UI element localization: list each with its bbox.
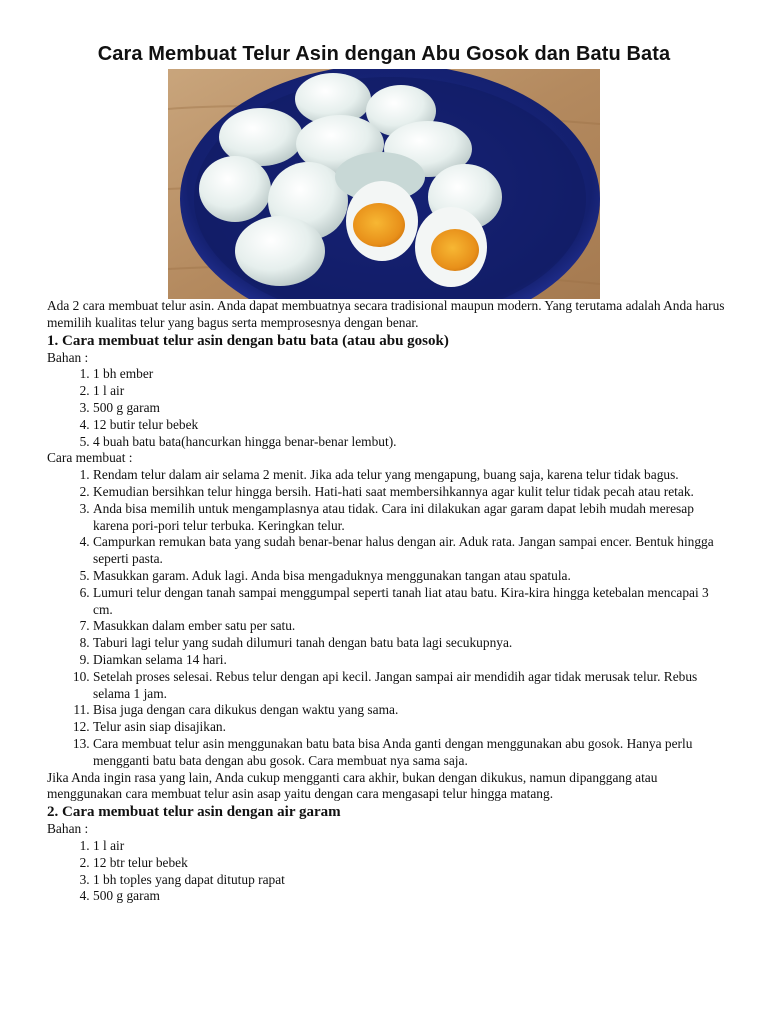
list-item: 2. 12 btr telur bebek [93,855,727,872]
list-item: 11. Bisa juga dengan cara dikukus dengan waktu yang sama. [93,702,727,719]
list-item: 3. 1 bh toples yang dapat ditutup rapat [93,872,727,889]
list-item: 4. 500 g garam [93,888,727,905]
salted-eggs-photo [168,69,600,299]
intro-paragraph: Ada 2 cara membuat telur asin. Anda dapat membuatnya secara tradisional maupun modern. Yang terutama adalah Anda harus memilih kualitas telur yang bagus serta memprosesnya dengan benar. [47,298,725,330]
list-item: 12. Telur asin siap disajikan. [93,719,727,736]
list-item: 3. 500 g garam [93,400,727,417]
section1-cara-label: Cara membuat : [47,450,133,466]
list-item: 9. Diamkan selama 14 hari. [93,652,727,669]
list-item: 3. Anda bisa memilih untuk mengamplasnya atau tidak. Cara ini dilakukan agar garam dapat lebih mudah meresap karena pori-pori telur terbuka. Keringkan telur. [93,501,727,535]
article-body [47,298,727,905]
section2-ingredient-list [47,838,727,905]
list-item: 8. Taburi lagi telur yang sudah dilumuri tanah dengan batu bata lagi secukupnya. [93,635,727,652]
list-item: 1. Rendam telur dalam air selama 2 menit. Jika ada telur yang mengapung, buang saja, karena telur tidak bagus. [93,467,727,484]
list-item: 4. Campurkan remukan bata yang sudah benar-benar halus dengan air. Aduk rata. Jangan sampai encer. Bentuk hingga seperti pasta. [93,534,727,568]
section2-heading: 2. Cara membuat telur asin dengan air garam [47,804,341,821]
section1-note: Jika Anda ingin rasa yang lain, Anda cukup mengganti cara akhir, bukan dengan dikukus, namun dipanggang atau menggunakan cara membuat telur asin asap yaitu dengan cara mengasapi telur hingga matang. [47,769,658,802]
page-title: Cara Membuat Telur Asin dengan Abu Gosok dan Batu Bata [97,43,671,65]
list-item: 13. Cara membuat telur asin menggunakan batu bata bisa Anda ganti dengan menggunakan abu gosok. Hanya perlu mengganti batu bata dengan abu gosok. Cara membuat nya sama saja. [93,736,727,770]
list-item: 4. 12 butir telur bebek [93,417,727,434]
list-item: 6. Lumuri telur dengan tanah sampai menggumpal seperti tanah liat atau batu. Kira-kira hingga ketebalan mencapai 3 cm. [93,585,727,619]
section1-steps-list [47,467,727,769]
list-item: 1. 1 l air [93,838,727,855]
list-item: 2. 1 l air [93,383,727,400]
list-item: 2. Kemudian bersihkan telur hingga bersih. Hati-hati saat membersihkannya agar kulit telur tidak pecah atau retak. [93,484,727,501]
section1-ingredient-list [47,366,727,450]
list-item: 10. Setelah proses selesai. Rebus telur dengan api kecil. Jangan sampai air mendidih agar tidak merusak telur. Rebus selama 1 jam. [93,669,727,703]
eggs-plate-illustration [168,69,600,299]
list-item: 7. Masukkan dalam ember satu per satu. [93,618,727,635]
list-item: 5. Masukkan garam. Aduk lagi. Anda bisa mengaduknya menggunakan tangan atau spatula. [93,568,727,585]
section2-bahan-label: Bahan : [47,821,89,837]
list-item: 5. 4 buah batu bata(hancurkan hingga benar-benar lembut). [93,434,727,451]
list-item: 1. 1 bh ember [93,366,727,383]
section1-bahan-label: Bahan : [47,349,89,365]
section1-heading: 1. Cara membuat telur asin dengan batu bata (atau abu gosok) [47,332,449,349]
